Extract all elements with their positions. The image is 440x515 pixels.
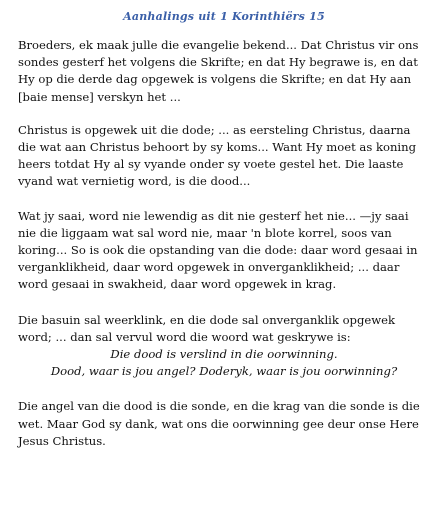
paragraph-2: Christus is opgewek uit die dode; ... as eersteling Christus, daarna die wat aan Christus behoort by sy koms... Want Hy moet as koning heers totdat Hy al sy vyande onder sy voete gestel het. Die laaste vyand wat vernietig word, is die dood... <box>18 122 417 189</box>
paragraph-4: Die basuin sal weerklink, en die dode sal onverganklik opgewek word; ... dan sal vervul word die woord wat geskrywe is: <box>18 312 396 344</box>
scripture-quote-line-1: Die dood is verslind in die oorwinning. <box>110 347 338 362</box>
paragraph-1: Broeders, ek maak julle die evangelie bekend... Dat Christus vir ons sondes gesterf het volgens die Skrifte; en dat Hy begrawe is, en dat Hy op die derde dag opgewek is volgens die Skrifte; en dat Hy aan [baie mense] verskyn het ... <box>18 38 419 104</box>
scripture-quote-line-2: Dood, waar is jou angel? Doderyk, waar is jou oorwinning? <box>50 364 398 379</box>
paragraph-3: Wat jy saai, word nie lewendig as dit nie gesterf het nie... —jy saai nie die liggaam wat sal word nie, maar 'n blote korrel, soos van koring... So is ook die opstanding van die dode: daar word gesaai in verganklikheid, daar word opgewek in onverganklikheid; ... daar word gesaai in swakheid, daar word opgewek in krag. <box>18 208 418 292</box>
document-title: Aanhalings uit 1 Korinthiërs 15 <box>123 10 325 23</box>
paragraph-5: Die angel van die dood is die sonde, en die krag van die sonde is die wet. Maar God sy dank, wat ons die oorwinning gee deur onse Here Jesus Christus. <box>18 399 420 448</box>
